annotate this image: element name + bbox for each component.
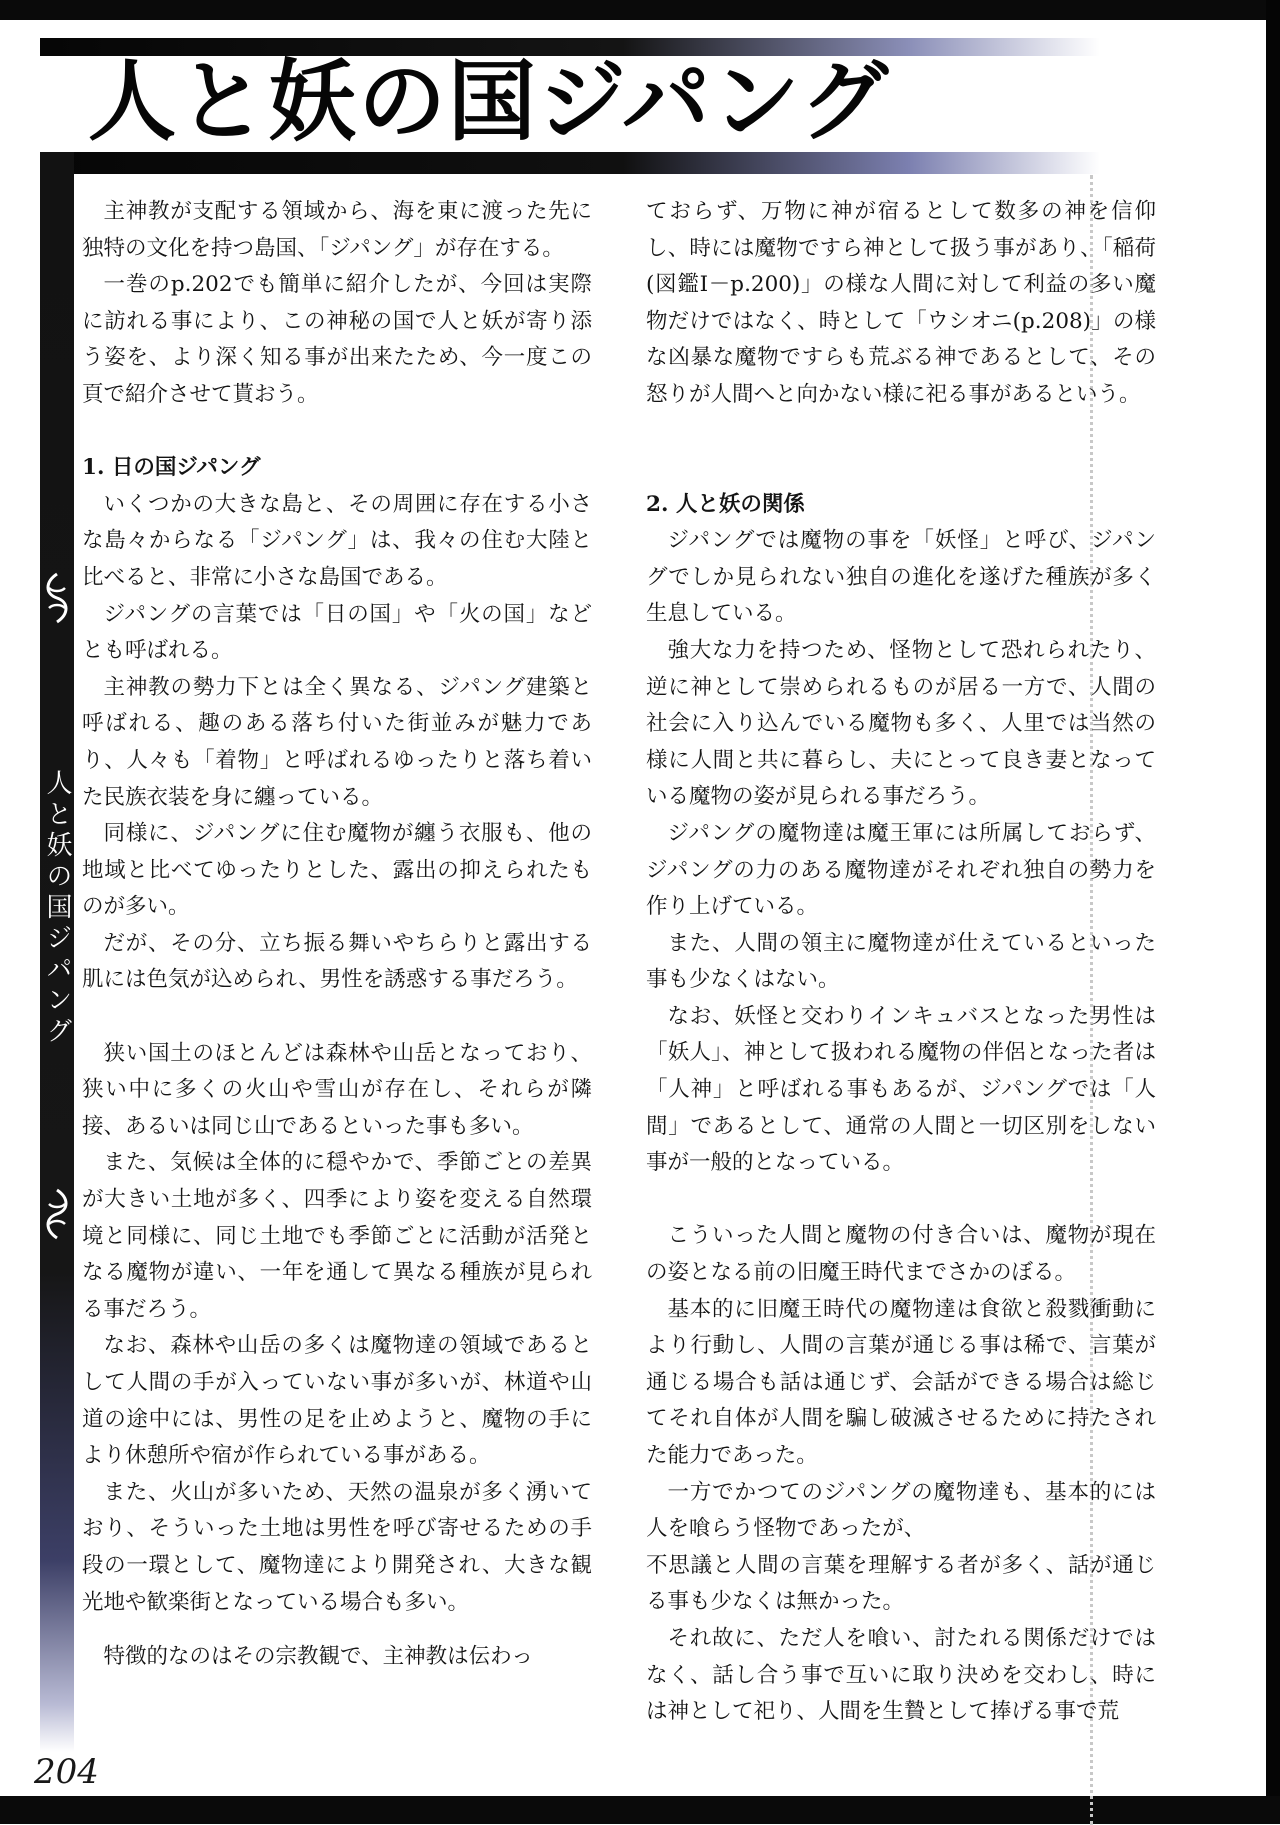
page-edge [1266,0,1280,1824]
paragraph: ておらず、万物に神が宿るとして数多の神を信仰し、時には魔物ですら神として扱う事があり、「稲荷(図鑑Ⅰ－p.200)」の様な人間に対して利益の多い魔物だけではなく、時として「ウシオニ(p.208)」の様な凶暴な魔物ですらも荒ぶる神であるとして、その怒りが人間へと向かない様に祀る事があるという。 [646,199,1156,407]
paragraph: ジパングの言葉では「日の国」や「火の国」などとも呼ばれる。 [82,601,592,664]
page-title: 人と妖の国ジパング [88,50,891,153]
section-heading: 1. 日の国ジパング [82,455,261,481]
right-column [646,194,1156,1731]
scroll-ornament-icon [40,568,74,628]
scroll-ornament-icon [40,1184,74,1244]
paragraph: 同様に、ジパングに住む魔物が纏う衣服も、他の地域と比べてゆったりとした、露出の抑えられたものが多い。 [82,821,592,920]
paragraph: それ故に、ただ人を喰い、討たれる関係だけではなく、話し合う事で互いに取り決めを交わし、時には神として祀り、人間を生贄として捧げる事で荒 [646,1625,1156,1725]
title-bottom-rule [40,152,1100,174]
paragraph: いくつかの大きな島と、その周囲に存在する小さな島々からなる「ジパング」は、我々の住む大陸と比べると、非常に小さな島国である。 [82,491,592,590]
paragraph: こういった人間と魔物の付き合いは、魔物が現在の姿となる前の旧魔王時代までさかのぼる。 [646,1223,1156,1286]
paragraph: 不思議と人間の言葉を理解する者が多く、話が通じる事も少なくは無かった。 [646,1552,1156,1615]
paragraph: また、火山が多いため、天然の温泉が多く湧いており、そういった土地は男性を呼び寄せるための手段の一環として、魔物達により開発され、大きな観光地や歓楽街となっている場合も多い。 [82,1479,592,1615]
paragraph: 主神教の勢力下とは全く異なる、ジパング建築と呼ばれる、趣のある落ち付いた街並みが魅力であり、人々も「着物」と呼ばれるゆったりと落ち着いた民族衣装を身に纏っている。 [82,674,592,810]
paragraph: 基本的に旧魔王時代の魔物達は食欲と殺戮衝動により行動し、人間の言葉が通じる事は稀で、言葉が通じる場合も話は通じず、会話ができる場合は総じてそれ自体が人間を騙し破滅させるために持たされた能力であった。 [646,1296,1156,1468]
paragraph: 主神教が支配する領域から、海を東に渡った先に独特の文化を持つ島国、「ジパング」が存在する。 [82,199,592,261]
paragraph: ジパングの魔物達は魔王軍には所属しておらず、ジパングの力のある魔物達がそれぞれ独自の勢力を作り上げている。 [646,820,1156,920]
paragraph: 特徴的なのはその宗教観で、主神教は伝わっ [103,1644,533,1670]
paragraph: だが、その分、立ち振る舞いやちらりと露出する肌には色気が込められ、男性を誘惑する事だろう。 [82,930,592,993]
paragraph: なお、森林や山岳の多くは魔物達の領域であるとして人間の手が入っていない事が多いが、林道や山道の途中には、男性の足を止めようと、魔物の手により休憩所や宿が作られている事がある。 [82,1333,592,1469]
paragraph: 強大な力を持つため、怪物として恐れられたり、逆に神として崇められるものが居る一方で、人間の社会に入り込んでいる魔物も多く、人里では当然の様に人間と共に暮らし、夫にとって良き妻となっている魔物の姿が見られる事だろう。 [646,637,1156,810]
paragraph: 一巻のp.202でも簡単に紹介したが、今回は実際に訪れる事により、この神秘の国で人と妖が寄り添う姿を、より深く知る事が出来たため、今一度この頁で紹介させて貰おう。 [82,272,592,407]
paragraph: また、気候は全体的に穏やかで、季節ごとの差異が大きい土地が多く、四季により姿を変える自然環境と同様に、同じ土地でも季節ごとに活動が活発となる魔物が違い、一年を通して異なる種族が見られる事だろう。 [82,1150,592,1322]
sidebar-vertical-title: 人と妖の国ジパング [42,768,72,1048]
bottom-border [0,1796,1280,1824]
left-column [82,194,592,1676]
section-heading: 2. 人と妖の関係 [646,491,805,517]
paragraph: なお、妖怪と交わりインキュバスとなった男性は「妖人」、神として扱われる魔物の伴侶となった者は「人神」と呼ばれる事もあるが、ジパングでは「人間」であるとして、通常の人間と一切区別をしない事が一般的となっている。 [646,1003,1156,1176]
paragraph: ジパングでは魔物の事を「妖怪」と呼び、ジパングでしか見られない独自の進化を遂げた種族が多く生息している。 [646,528,1156,627]
paragraph: 狭い国土のほとんどは森林や山岳となっており、狭い中に多くの火山や雪山が存在し、それらが隣接、あるいは同じ山であるといった事も多い。 [82,1040,592,1139]
top-border [0,0,1280,20]
paragraph: 一方でかつてのジパングの魔物達も、基本的には人を喰らう怪物であったが、 [646,1479,1156,1542]
page-number: 204 [34,1752,99,1792]
paragraph: また、人間の領主に魔物達が仕えているといった事も少なくはない。 [646,930,1156,993]
